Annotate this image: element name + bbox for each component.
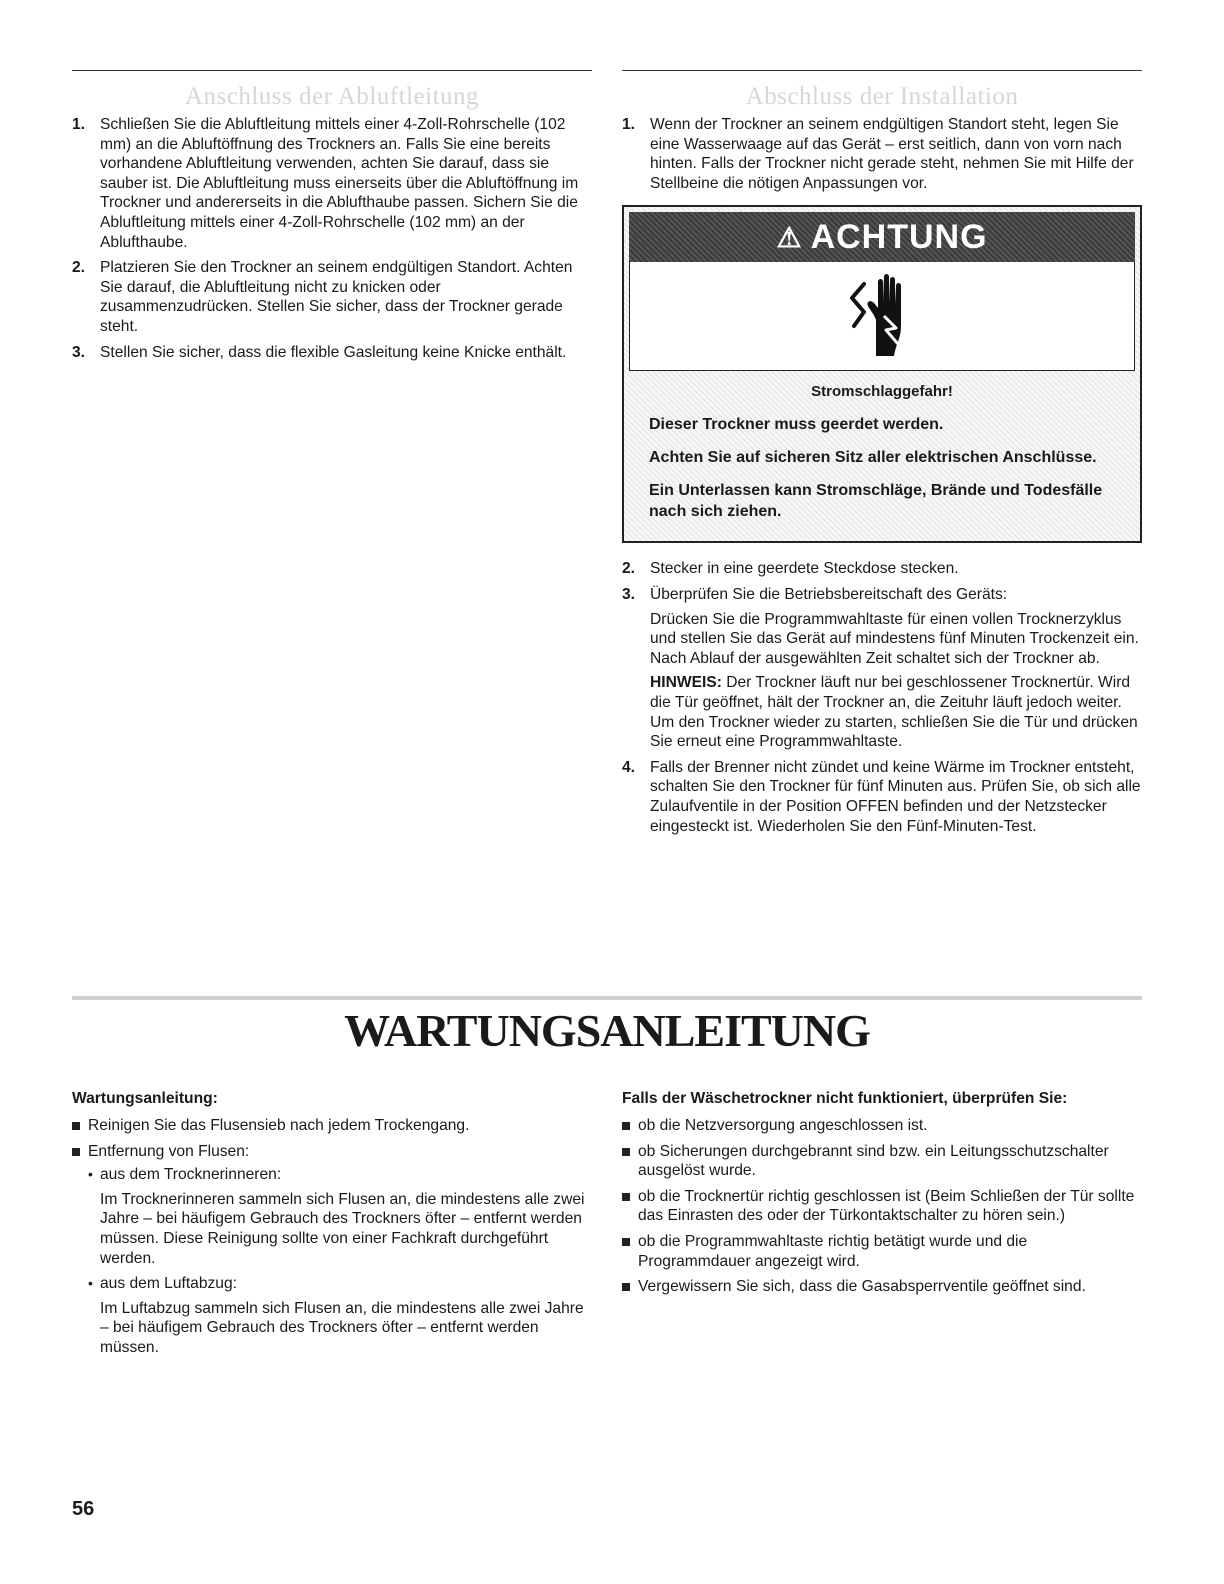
- note-label: HINWEIS:: [650, 674, 722, 692]
- section-heading-text: Abschluss der Installation: [745, 83, 1019, 110]
- lint-removal-sublist: [88, 1165, 592, 1357]
- warning-title: ACHTUNG: [810, 217, 988, 256]
- maintenance-heading: Wartungsanleitung:: [72, 1090, 218, 1107]
- warning-triangle-icon: ⚠: [776, 221, 803, 253]
- completion-steps-list-continued: [622, 559, 1142, 836]
- step-text: Schließen Sie die Abluftleitung mittels einer 4-Zoll-Rohrschelle (102 mm) an die Abluftöffnung des Trockners an. Falls Sie eine bereits vorhandene Abluftleitung verwenden, achten Sie darauf, dass sie sauber ist. Die Abluftleitung muss einerseits über die Abluftöffnung im Trockner und andererseits in die Ablufthaube passen. Sichern Sie die Abluftleitung mittels einer 4-Zoll-Rohrschelle (102 mm) an der Ablufthaube.: [100, 116, 579, 251]
- note-text: Der Trockner läuft nur bei geschlossener Trocknertür. Wird die Tür geöffnet, hält der Trockner an, die Zeituhr läuft jedoch weiter. Um den Trockner wieder zu starten, schließen Sie die Tür und drücken Sie erneut eine Programmwahltaste.: [650, 674, 1138, 751]
- step-number: 2.: [72, 259, 86, 277]
- section-heading-text: Anschluss der Abluftleitung: [184, 83, 480, 110]
- troubleshooting-list: [622, 1116, 1142, 1297]
- maintenance-section: [72, 1090, 592, 1364]
- completion-steps-list: [622, 115, 1142, 193]
- sub-list-item: [88, 1165, 592, 1268]
- list-item: [72, 343, 592, 363]
- sub-item-text: Im Luftabzug sammeln sich Flusen an, die mindestens alle zwei Jahre – bei häufigem Gebrauch des Trockners öfter – entfernt werden müssen.: [100, 1299, 584, 1356]
- step-paragraph: Drücken Sie die Programmwahltaste für einen vollen Trocknerzyklus und stellen Sie das Gerät auf mindestens fünf Minuten Trockenzeit ein. Nach Ablauf der ausgewählten Zeit schaltet sich der Trockner ab.: [650, 610, 1139, 667]
- step-text: Wenn der Trockner an seinem endgültigen Standort steht, legen Sie eine Wasserwaage auf das Gerät – erst seitlich, dann von vorn nach hinten. Falls der Trockner nicht gerade steht, nehmen Sie mit Hilfe der Stellbeine die nötigen Anpassungen vor.: [650, 116, 1134, 192]
- warning-subtitle: Stromschlaggefahr!: [811, 383, 953, 401]
- section-heading: [72, 70, 592, 111]
- step-text: Überprüfen Sie die Betriebsbereitschaft des Geräts:: [650, 585, 1008, 603]
- warning-text: [629, 371, 1135, 536]
- list-item: Vergewissern Sie sich, dass die Gasabsperrventile geöffnet sind.: [622, 1277, 1142, 1297]
- warning-line: Achten Sie auf sicheren Sitz aller elektrischen Anschlüsse.: [649, 449, 1097, 467]
- sub-item-label: aus dem Trocknerinneren:: [100, 1166, 282, 1184]
- exhaust-connection-section: [72, 70, 592, 368]
- list-item-text: Entfernung von Flusen:: [88, 1142, 250, 1160]
- sub-list-item: [88, 1274, 592, 1357]
- step-text: Platzieren Sie den Trockner an seinem endgültigen Standort. Achten Sie darauf, die Abluftleitung nicht zu knicken oder zusammenzudrücken. Stellen Sie sicher, dass der Trockner gerade steht.: [100, 259, 573, 335]
- warning-box: [622, 205, 1142, 543]
- list-item: [622, 559, 1142, 579]
- step-text: Stellen Sie sicher, dass die flexible Gasleitung keine Knicke enthält.: [100, 343, 567, 361]
- sub-item-text: Im Trocknerinneren sammeln sich Flusen an, die mindestens alle zwei Jahre – bei häufigem Gebrauch des Trockners öfter – entfernt werden müssen. Diese Reinigung sollte von einer Fachkraft durchgeführt werden.: [100, 1190, 585, 1267]
- step-number: 1.: [72, 116, 86, 133]
- step-number: 4.: [622, 758, 636, 776]
- section-divider: [72, 996, 1142, 1000]
- page-number: 56: [72, 1498, 95, 1520]
- list-item: [622, 115, 1142, 193]
- list-item: [72, 258, 592, 336]
- list-item: ob die Netzversorgung angeschlossen ist.: [622, 1116, 1142, 1136]
- warning-line: Ein Unterlassen kann Stromschläge, Brände und Todesfälle nach sich ziehen.: [649, 482, 1103, 521]
- warning-icon-area: [629, 262, 1135, 371]
- list-item: [622, 758, 1142, 836]
- troubleshooting-section: [622, 1090, 1142, 1303]
- note-paragraph: [650, 673, 1142, 751]
- troubleshooting-heading: Falls der Wäschetrockner nicht funktioniert, überprüfen Sie:: [622, 1090, 1068, 1107]
- section-heading: [622, 70, 1142, 111]
- step-number: 1.: [622, 116, 636, 133]
- maintenance-list: [72, 1116, 592, 1358]
- step-number: 2.: [622, 560, 636, 578]
- warning-banner: [629, 212, 1135, 262]
- page-title: WARTUNGSANLEITUNG: [344, 1005, 870, 1056]
- installation-completion-section: [622, 70, 1142, 842]
- list-item: [622, 585, 1142, 752]
- list-item: ob Sicherungen durchgebrannt sind bzw. ein Leitungsschutzschalter ausgelöst wurde.: [622, 1142, 1142, 1181]
- step-text: Stecker in eine geerdete Steckdose stecken.: [650, 560, 959, 578]
- list-item: [72, 115, 592, 252]
- step-text: Falls der Brenner nicht zündet und keine Wärme im Trockner entsteht, schalten Sie den Trockner für fünf Minuten aus. Prüfen Sie, ob sich alle Zulaufventile in der Position OFFEN befinden und der Netzstecker eingesteckt ist. Wiederholen Sie den Fünf-Minuten-Test.: [650, 758, 1141, 835]
- exhaust-steps-list: [72, 115, 592, 362]
- list-item: ob die Trocknertür richtig geschlossen ist (Beim Schließen der Tür sollte das Einrasten des oder der Türkontaktschalter zu hören sein.): [622, 1187, 1142, 1226]
- electric-shock-hand-icon: [834, 268, 930, 364]
- step-number: 3.: [622, 585, 636, 603]
- list-item: [72, 1142, 592, 1358]
- list-item: Reinigen Sie das Flusensieb nach jedem Trockengang.: [72, 1116, 592, 1136]
- warning-line: Dieser Trockner muss geerdet werden.: [649, 416, 944, 434]
- list-item: ob die Programmwahltaste richtig betätigt wurde und die Programmdauer angezeigt wird.: [622, 1232, 1142, 1271]
- sub-item-label: aus dem Luftabzug:: [100, 1275, 237, 1293]
- step-number: 3.: [72, 343, 86, 361]
